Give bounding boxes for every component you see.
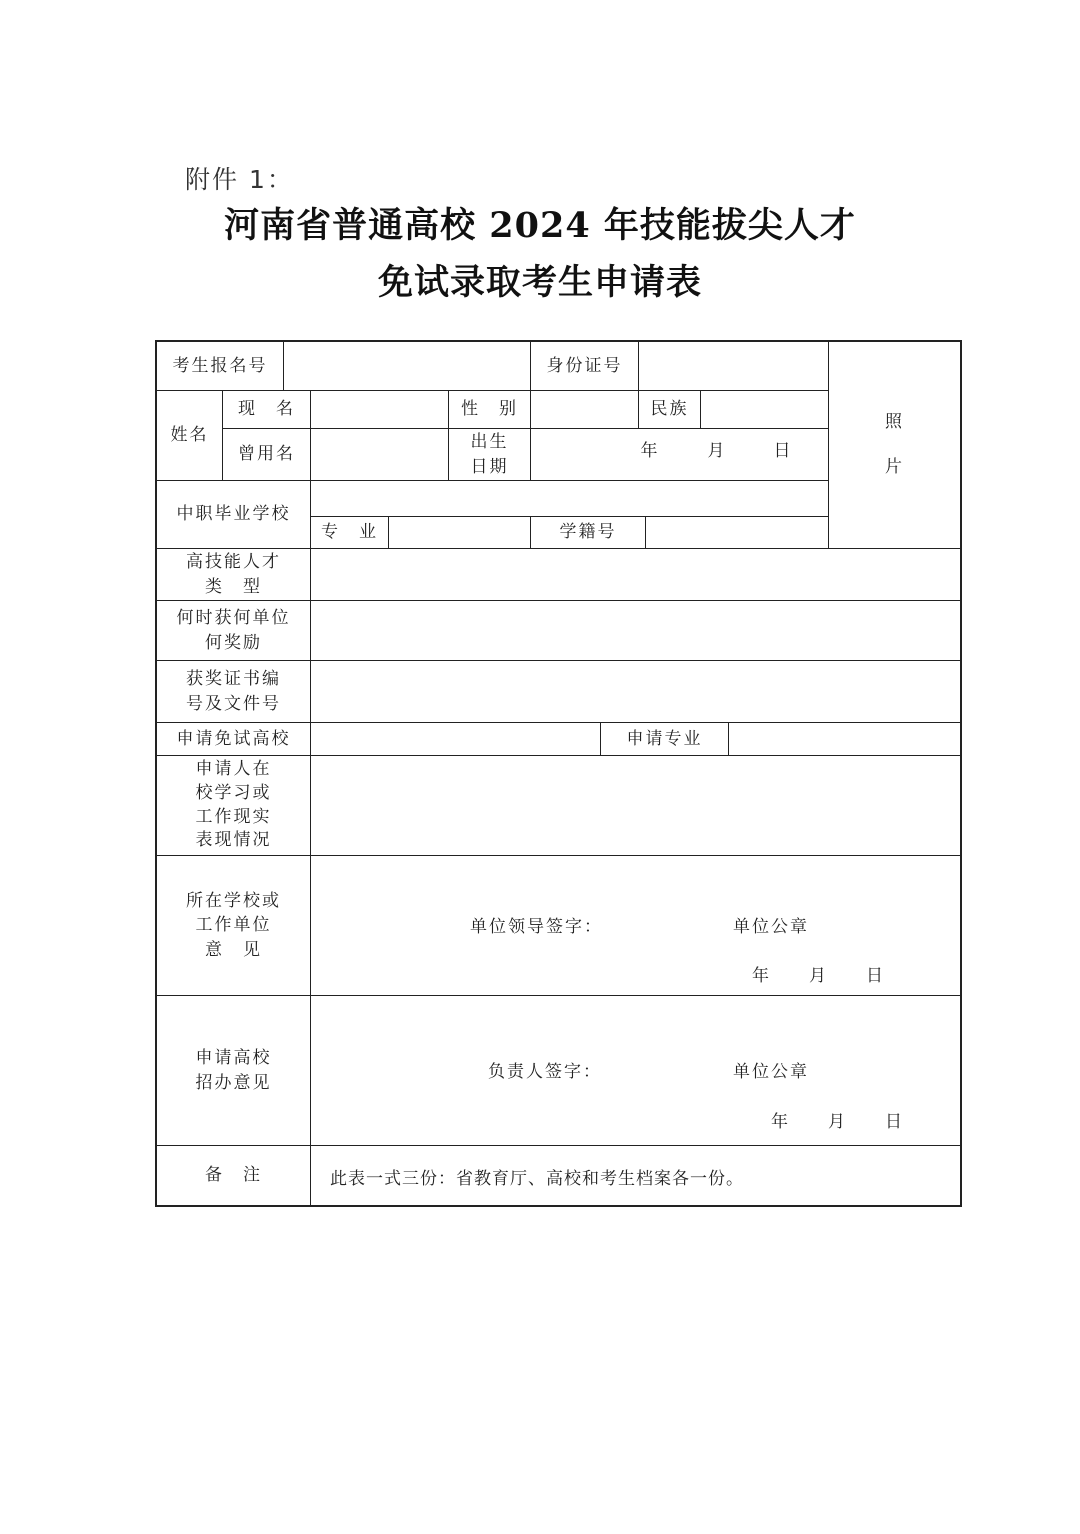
leader-signature-label: 单位领导签字： — [470, 917, 603, 937]
student-no-label: 学籍号 — [559, 522, 617, 543]
exam-no-label: 考生报名号 — [172, 355, 268, 376]
university-opinion-label: 申请高校 招办意见 — [195, 1047, 272, 1093]
award-label: 何时获何单位 何奖励 — [176, 607, 291, 653]
responsible-signature-label: 负责人签字： — [488, 1062, 602, 1082]
apply-school-label: 申请免试高校 — [176, 728, 291, 749]
former-name-label: 曾用名 — [238, 444, 295, 465]
school-label: 中职毕业学校 — [176, 504, 291, 525]
attachment-label: 附件 1： — [185, 165, 294, 194]
unit-opinion-label: 所在学校或 工作单位 意 见 — [186, 890, 281, 960]
unit-seal-label: 单位公章 — [733, 917, 809, 937]
id-number-label: 身份证号 — [546, 355, 623, 376]
performance-label: 申请人在 校学习或 工作现实 表现情况 — [195, 758, 272, 851]
birth-month-label: 月 — [707, 441, 727, 462]
university-seal-label: 单位公章 — [733, 1062, 809, 1082]
remark-label: 备 注 — [205, 1165, 262, 1186]
major-label: 专 业 — [321, 522, 378, 543]
table-line — [155, 1205, 962, 1207]
gender-label: 性 别 — [461, 399, 518, 420]
birth-year-label: 年 — [640, 441, 660, 462]
birth-day-label: 日 — [773, 441, 793, 462]
name-label: 姓名 — [170, 425, 209, 446]
table-line — [388, 516, 389, 548]
table-line — [283, 340, 284, 390]
ethnicity-label: 民族 — [650, 399, 689, 420]
birth-date-label: 出生 日期 — [470, 431, 509, 477]
table-line — [960, 340, 962, 1207]
remark-text: 此表一式三份：省教育厅、高校和考生档案各一份。 — [330, 1169, 744, 1189]
apply-major-label: 申请专业 — [626, 728, 703, 749]
certificate-label: 获奖证书编 号及文件号 — [186, 668, 281, 714]
talent-type-label: 高技能人才 类 型 — [186, 551, 281, 597]
unit-opinion-date: 年 月 日 — [752, 966, 885, 986]
photo-label: 照 片 — [885, 411, 904, 478]
table-line — [728, 722, 729, 755]
table-line — [645, 516, 646, 548]
form-title-line1: 河南省普通高校 2024 年技能拔尖人才 — [224, 205, 856, 246]
table-line — [310, 390, 311, 1207]
university-opinion-date: 年 月 日 — [771, 1112, 904, 1132]
form-title-line2: 免试录取考生申请表 — [377, 262, 702, 303]
table-line — [700, 390, 701, 428]
current-name-label: 现 名 — [238, 399, 295, 420]
